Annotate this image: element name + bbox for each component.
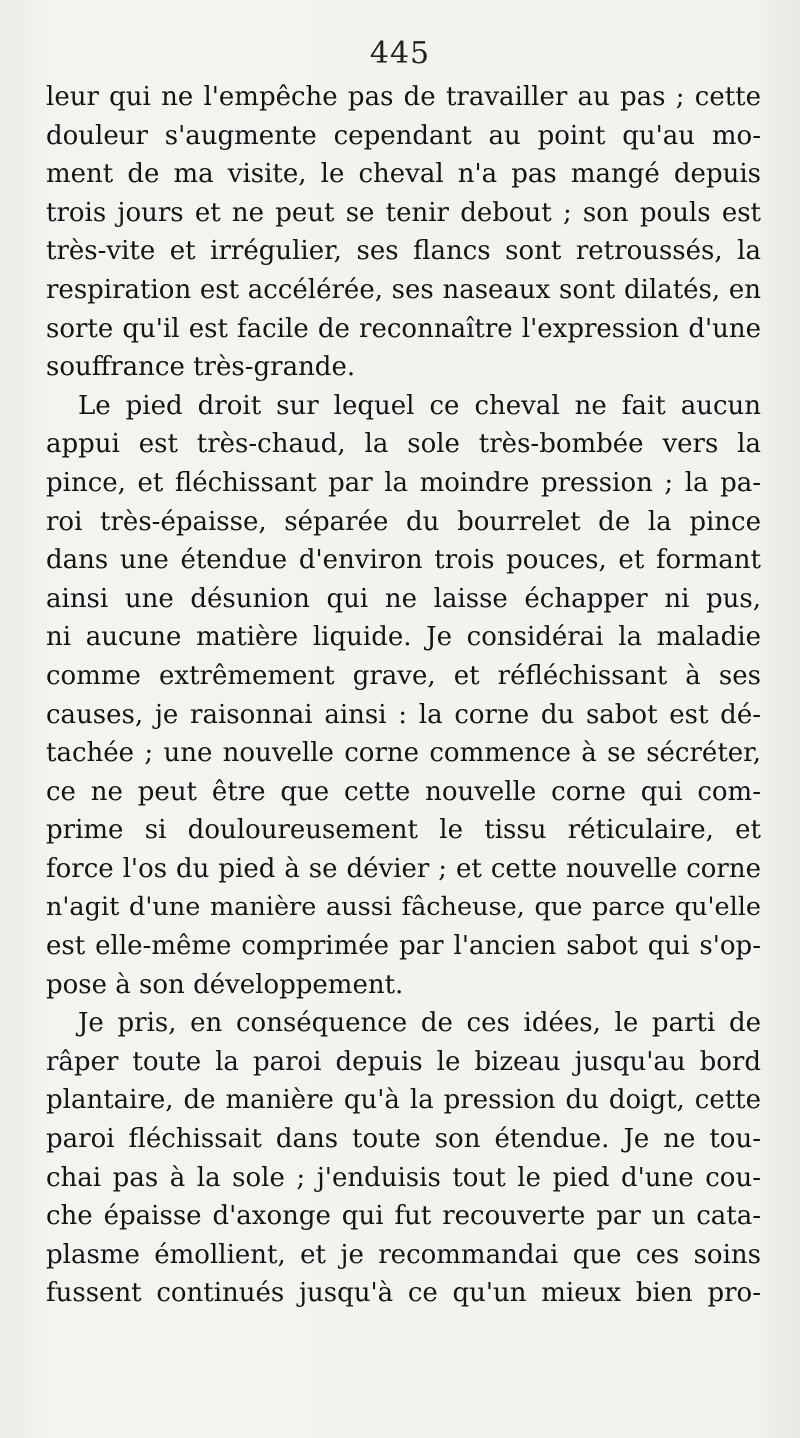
text-line: dans une étendue d'environ trois pouces, et formant — [46, 545, 761, 576]
paragraph — [46, 387, 761, 1005]
text-line: pose à son développement. — [46, 969, 404, 1000]
paragraph — [46, 78, 761, 387]
text-line: trois jours et ne peut se tenir debout ; son pouls est — [46, 197, 761, 228]
text-line: prime si douloureusement le tissu réticulaire, et — [46, 815, 761, 846]
text-line: ni aucune matière liquide. Je considérai la maladie — [46, 622, 761, 653]
text-line: ainsi une désunion qui ne laisse échapper ni pus, — [46, 583, 761, 614]
text-line: force l'os du pied à se dévier ; et cette nouvelle corne — [46, 853, 761, 884]
text-line: n'agit d'une manière aussi fâcheuse, que parce qu'elle — [46, 892, 761, 923]
text-line: roi très-épaisse, séparée du bourrelet de la pince — [46, 506, 761, 537]
text-line: appui est très-chaud, la sole très-bombée vers la — [46, 429, 761, 460]
text-line: che épaisse d'axonge qui fut recouverte par un cata- — [46, 1201, 761, 1232]
text-line: leur qui ne l'empêche pas de travailler au pas ; cette — [46, 82, 761, 112]
text-line: causes, je raisonnai ainsi : la corne du sabot est dé- — [46, 699, 761, 730]
text-line: pince, et fléchissant par la moindre pression ; la pa- — [46, 467, 761, 498]
text-line: fussent continués jusqu'à ce qu'un mieux bien pro- — [46, 1278, 761, 1309]
text-line: Je pris, en conséquence de ces idées, le parti de — [78, 1008, 761, 1039]
text-line: plantaire, de manière qu'à la pression du doigt, cette — [46, 1085, 761, 1116]
text-line: ce ne peut être que cette nouvelle corne qui com- — [46, 776, 761, 807]
text-line: râper toute la paroi depuis le bizeau jusqu'au bord — [46, 1046, 761, 1077]
text-line: comme extrêmement grave, et réfléchissant à ses — [46, 660, 761, 691]
text-line: très-vite et irrégulier, ses flancs sont retroussés, la — [46, 236, 761, 267]
page-number: 445 — [369, 36, 431, 71]
text-line: chai pas à la sole ; j'enduisis tout le pied d'une cou- — [46, 1162, 761, 1193]
paragraph — [46, 1004, 761, 1313]
text-line: paroi fléchissait dans toute son étendue. Je ne tou- — [46, 1124, 761, 1155]
body-text — [46, 78, 761, 1313]
text-line: plasme émollient, et je recommandai que ces soins — [46, 1239, 761, 1270]
text-line: sorte qu'il est facile de reconnaître l'expression d'une — [46, 313, 761, 344]
text-line: tachée ; une nouvelle corne commence à se sécréter, — [46, 738, 761, 769]
text-line: souffrance très-grande. — [46, 352, 356, 383]
text-line: respiration est accélérée, ses naseaux sont dilatés, en — [46, 274, 761, 305]
text-line: ment de ma visite, le cheval n'a pas mangé depuis — [46, 159, 761, 190]
text-line: douleur s'augmente cependant au point qu'au mo- — [46, 120, 761, 151]
text-line: est elle-même comprimée par l'ancien sabot qui s'op- — [46, 931, 761, 962]
text-line: Le pied droit sur lequel ce cheval ne fait aucun — [78, 390, 761, 421]
